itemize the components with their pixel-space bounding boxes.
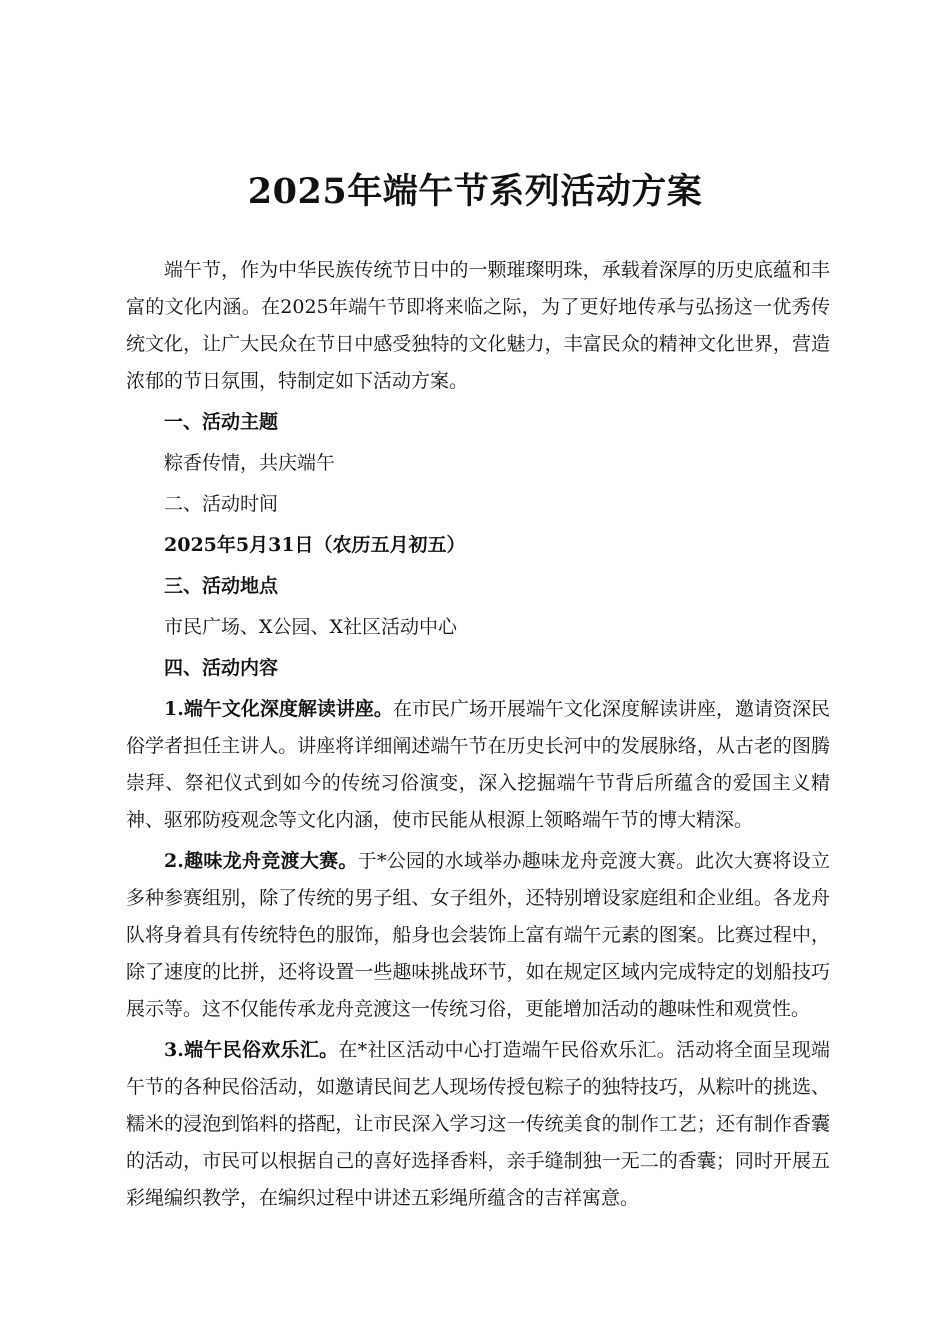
section-heading-content: 四、活动内容	[164, 657, 279, 679]
item-lead: 3.端午民俗欢乐汇。	[164, 1039, 339, 1061]
item-lead: 2.趣味龙舟竞渡大赛。	[164, 850, 358, 872]
content-item-folk-festival	[126, 1032, 830, 1217]
intro-paragraph: 端午节，作为中华民族传统节日中的一颗璀璨明珠，承载着深厚的历史底蕴和丰富的文化内涵。在2025年端午节即将来临之际，为了更好地传承与弘扬这一优秀传统文化，让广大民众在节日中感受独特的文化魅力，丰富民众的精神文化世界，营造浓郁的节日氛围，特制定如下活动方案。	[126, 259, 830, 392]
item-body: 在市民广场开展端午文化深度解读讲座，邀请资深民俗学者担任主讲人。讲座将详细阐述端午节在历史长河中的发展脉络，从古老的图腾崇拜、祭祀仪式到如今的传统习俗演变，深入挖掘端午节背后所蕴含的爱国主义精神、驱邪防疫观念等文化内涵，使市民能从根源上领略端午节的博大精深。	[126, 698, 830, 831]
content-item-dragon-boat	[126, 843, 830, 1028]
document-title: 2025年端午节系列活动方案	[247, 171, 703, 212]
item-body: 在*社区活动中心打造端午民俗欢乐汇。活动将全面呈现端午节的各种民俗活动，如邀请民间艺人现场传授包粽子的独特技巧，从粽叶的挑选、糯米的浸泡到馅料的搭配，让市民深入学习这一传统美食的制作工艺；还有制作香囊的活动，市民可以根据自己的喜好选择香料，亲手缝制独一无二的香囊；同时开展五彩绳编织教学，在编织过程中讲述五彩绳所蕴含的吉祥寓意。	[126, 1039, 830, 1209]
section-text-time: 2025年5月31日（农历五月初五）	[164, 534, 466, 556]
section-text-theme: 粽香传情，共庆端午	[164, 452, 336, 474]
document-body	[126, 252, 830, 1221]
item-lead: 1.端午文化深度解读讲座。	[164, 698, 393, 720]
section-heading-time: 二、活动时间	[164, 493, 279, 515]
section-heading-location: 三、活动地点	[164, 575, 279, 597]
content-item-lecture	[126, 691, 830, 839]
item-body: 于*公园的水域举办趣味龙舟竞渡大赛。此次大赛将设立多种参赛组别，除了传统的男子组、女子组外，还特别增设家庭组和企业组。各龙舟队将身着具有传统特色的服饰，船身也会装饰上富有端午元素的图案。比赛过程中，除了速度的比拼，还将设置一些趣味挑战环节，如在规定区域内完成特定的划船技巧展示等。这不仅能传承龙舟竞渡这一传统习俗，更能增加活动的趣味性和观赏性。	[126, 850, 830, 1020]
section-heading-theme: 一、活动主题	[164, 411, 279, 433]
section-text-location: 市民广场、X公园、X社区活动中心	[164, 616, 458, 638]
